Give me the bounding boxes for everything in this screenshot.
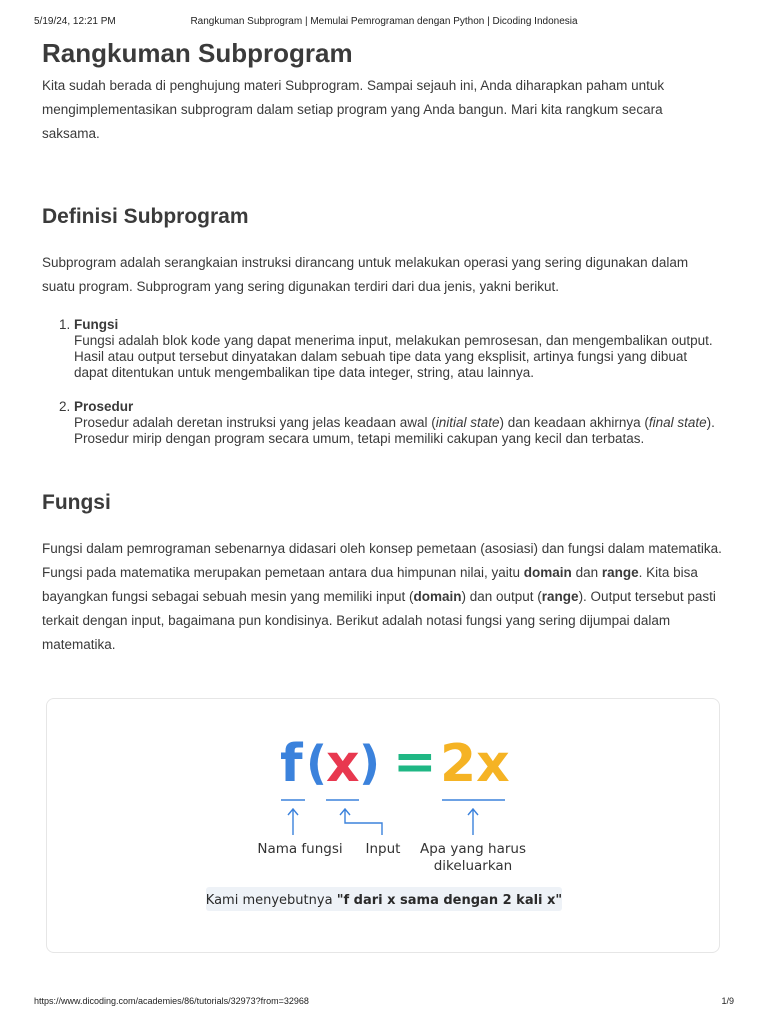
bold-term: range (601, 565, 639, 580)
subprogram-types-list (42, 317, 722, 447)
desc-text: ) dan keadaan akhirnya ( (499, 415, 649, 430)
arrows (288, 809, 478, 835)
text: dan (571, 565, 602, 580)
caption-plain: Kami menyebutnya (205, 893, 337, 908)
page-number: 1/9 (721, 996, 734, 1006)
print-tab-title: Rangkuman Subprogram | Memulai Pemrograman dengan Python | Dicoding Indonesia (190, 16, 578, 27)
arrow-up-icon (288, 809, 298, 835)
term-italic: final state (648, 415, 707, 430)
list-item (74, 399, 722, 447)
text: ). Output tersebut pasti terkait dengan input, bagaimana pun kondisinya. Berikut adalah notasi fungsi yang sering dijumpai dalam matematika. (42, 589, 716, 652)
function-notation-diagram (47, 699, 721, 954)
label-output-line1: Apa yang harus (419, 841, 527, 857)
print-timestamp: 5/19/24, 12:21 PM (34, 16, 116, 27)
label-output-line2: dikeluarkan (433, 858, 513, 874)
fungsi-paragraph (42, 537, 722, 657)
intro-paragraph: Kita sudah berada di penghujung materi Subprogram. Sampai sejauh ini, Anda diharapkan paham untuk mengimplementasikan subprogram dalam setiap program yang Anda bangun. Mari kita rangkum secara saksama. (42, 78, 665, 141)
page-title: Rangkuman Subprogram (42, 38, 353, 68)
desc-text: Prosedur adalah deretan instruksi yang jelas keadaan awal ( (74, 415, 436, 430)
article (42, 36, 722, 657)
print-header (34, 16, 734, 30)
right-paren: ) (359, 736, 381, 790)
definisi-paragraph: Subprogram adalah serangkaian instruksi dirancang untuk melakukan operasi yang sering digunakan dalam suatu program. Subprogram yang sering digunakan terdiri dari dua jenis, yakni berikut. (42, 255, 689, 294)
left-paren: ( (306, 736, 328, 790)
text: . Kita bisa bayangkan fungsi sebagai sebuah mesin yang memiliki input ( (42, 565, 698, 604)
arrow-up-icon (468, 809, 478, 835)
text: Fungsi dalam pemrograman sebenarnya didasari oleh konsep pemetaan (asosiasi) dan fungsi dalam matematika. Fungsi pada matematika merupakan pemetaan antara dua himpunan nilai, yaitu (42, 541, 722, 580)
label-nama-fungsi: Nama fungsi (257, 841, 343, 857)
function-notation-figure (46, 698, 720, 953)
caption (206, 893, 562, 908)
list-item (74, 317, 722, 381)
rhs-2x: 2x (440, 734, 510, 794)
fungsi-heading: Fungsi (42, 491, 111, 514)
variable-x: x (326, 734, 360, 794)
term-italic: initial state (435, 415, 500, 430)
arrow-bent-icon (340, 809, 382, 835)
bold-term: domain (523, 565, 572, 580)
caption-bold: "f dari x sama dengan 2 kali x" (336, 893, 563, 908)
function-f: f (280, 734, 303, 794)
bold-term: domain (413, 589, 462, 604)
definisi-heading: Definisi Subprogram (42, 205, 249, 228)
bold-term: range (541, 589, 579, 604)
desc-text: ). Prosedur mirip dengan program secara umum, tetapi memiliki cakupan yang kecil dan terbatas. (74, 415, 715, 446)
label-input: Input (365, 841, 401, 857)
list-item-desc (74, 415, 715, 446)
equals-sign: = (393, 732, 437, 792)
text: ) dan output ( (461, 589, 542, 604)
print-footer (34, 996, 734, 1010)
print-url: https://www.dicoding.com/academies/86/tutorials/32973?from=32968 (34, 996, 309, 1006)
list-item-desc: Fungsi adalah blok kode yang dapat menerima input, melakukan pemrosesan, dan mengembalikan output. Hasil atau output tersebut dinyatakan dalam sebuah tipe data yang eksplisit, artinya fungsi yang dibuat dapat ditentukan untuk mengembalikan tipe data integer, string, atau lainnya. (74, 333, 713, 380)
list-item-title: 2. Prosedur (74, 399, 134, 414)
list-item-title: 1. Fungsi (74, 317, 119, 332)
